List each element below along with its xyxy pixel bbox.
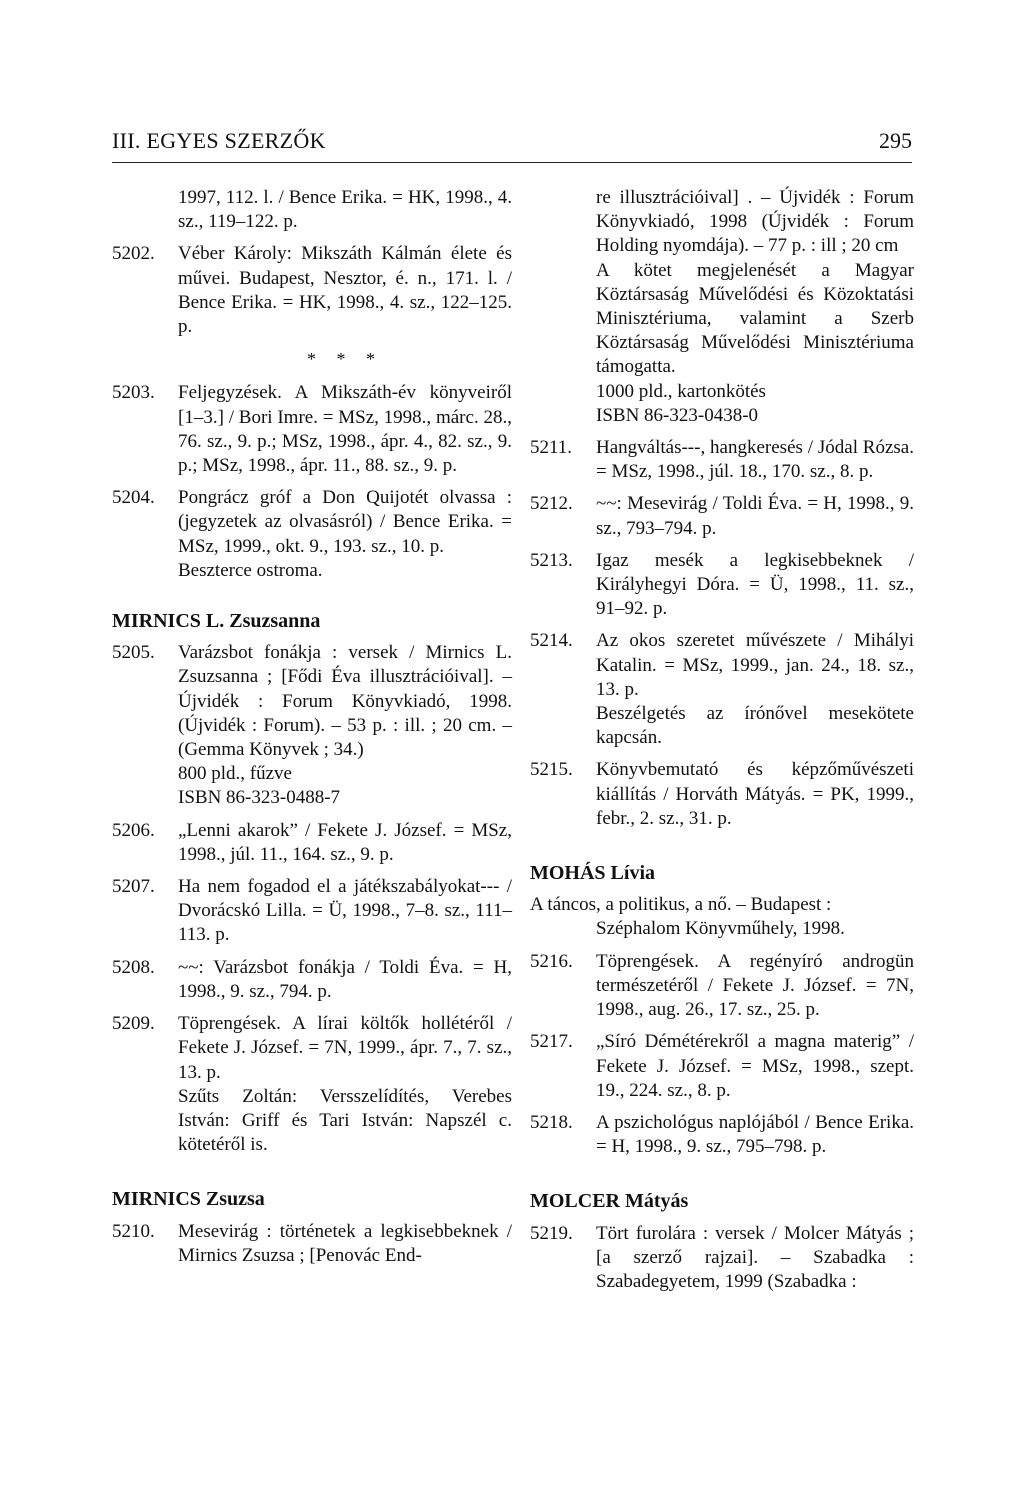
- page-number: 295: [879, 128, 912, 153]
- entry-number: 5202.: [112, 243, 155, 265]
- entry-text: Véber Károly: Mikszáth Kálmán élete és művei. Budapest, Nesztor, é. n., 171. l. / Bence Erika. = HK, 1998., 4. sz., 122–125. p.: [178, 243, 512, 338]
- entry-note: Beszélgetés az írónővel mesekötete kapcsán.: [596, 703, 914, 749]
- entry-number: 5214.: [530, 630, 573, 652]
- entry-number: 5211.: [530, 437, 573, 459]
- entry-text: Az okos szeretet művészete / Mihályi Katalin. = MSz, 1999., jan. 24., 18. sz., 13. p.: [596, 630, 914, 700]
- entry-text: re illusztrációival] . – Újvidék : Forum Könyvkiadó, 1998 (Újvidék : Forum Holding nyomdája). – 77 p. : ill ; 20 cm: [596, 187, 914, 257]
- entry-5215: [530, 758, 914, 831]
- page-header: [112, 128, 912, 163]
- author-heading: MIRNICS Zsuzsa: [112, 1188, 265, 1211]
- entry-number: 5212.: [530, 493, 573, 515]
- entry-number: 5208.: [112, 956, 155, 978]
- entry-note: Beszterce ostroma.: [178, 559, 323, 581]
- author-heading: MOHÁS Lívia: [530, 862, 656, 885]
- entry-continued: [530, 186, 914, 428]
- entry-number: 5204.: [112, 487, 155, 509]
- entry-5208: [112, 956, 512, 1004]
- entry-text: „Síró Démétérekről a magna materig” / Fekete J. József. = MSz, 1998., szept. 19., 224. sz., 8. p.: [596, 1031, 914, 1101]
- entry-note: A kötet megjelenését a Magyar Köztársaság Művelődési és Közoktatási Minisztériuma, valamint a Szerb Köztársaság Művelődési Minisztériuma támogatta.: [596, 259, 914, 378]
- entry-text: Feljegyzések. A Mikszáth-év könyveiről [1–3.] / Bori Imre. = MSz, 1998., márc. 28., 76. sz., 9. p.; MSz, 1998., ápr. 4., 82. sz., 9. p.; MSz, 1998., ápr. 11., 88. sz., 9. p.: [178, 382, 512, 477]
- entry-5202: [112, 242, 512, 339]
- entry-number: 5216.: [530, 950, 573, 972]
- section-divider: * * *: [307, 349, 383, 370]
- entry-number: 5210.: [112, 1220, 155, 1242]
- entry-text: Mesevirág : történetek a legkisebbeknek / Mirnics Zsuzsa ; [Penovác End-: [178, 1220, 512, 1266]
- entry-5209: [112, 1012, 512, 1157]
- entry-text: ~~: Mesevirág / Toldi Éva. = H, 1998., 9. sz., 793–794. p.: [596, 493, 914, 539]
- entry-number: 5206.: [112, 819, 155, 841]
- entry-copies: 1000 pld., kartonkötés: [596, 380, 766, 402]
- entry-number: 5209.: [112, 1013, 155, 1035]
- entry-5203: [112, 381, 512, 478]
- entry-text: 1997, 112. l. / Bence Erika. = HK, 1998., 4. sz., 119–122. p.: [178, 187, 512, 233]
- entry-text: Igaz mesék a legkisebbeknek / Királyhegyi Dóra. = Ü, 1998., 11. sz., 91–92. p.: [596, 549, 914, 620]
- entry-text: Töprengések. A lírai költők hollétéről / Fekete J. József. = 7N, 1999., ápr. 7., 7. sz., 13. p.: [178, 1013, 512, 1083]
- entry-text: „Lenni akarok” / Fekete J. József. = MSz, 1998., júl. 11., 164. sz., 9. p.: [178, 819, 512, 865]
- entry-number: 5203.: [112, 382, 155, 404]
- entry-number: 5219.: [530, 1222, 573, 1244]
- book-entry: A táncos, a politikus, a nő. – Budapest : Széphalom Könyvműhely, 1998.: [530, 894, 845, 940]
- entry-continued: [112, 186, 512, 234]
- entry-5214: [530, 629, 914, 750]
- entry-text: Ha nem fogadod el a játékszabályokat--- / Dvorácskó Lilla. = Ü, 1998., 7–8. sz., 111–113. p.: [178, 876, 512, 946]
- entry-5212: [530, 492, 914, 540]
- entry-5217: [530, 1030, 914, 1103]
- author-heading: MOLCER Mátyás: [530, 1190, 689, 1213]
- entry-5207: [112, 875, 512, 948]
- entry-isbn: ISBN 86-323-0488-7: [178, 787, 341, 809]
- entry-copies: 800 pld., fűzve: [178, 763, 292, 785]
- entry-number: 5215.: [530, 759, 573, 781]
- entry-text: ~~: Varázsbot fonákja / Toldi Éva. = H, 1998., 9. sz., 794. p.: [178, 956, 512, 1002]
- right-column: [530, 186, 914, 1302]
- entry-5210: [112, 1220, 512, 1268]
- entry-text: Hangváltás---, hangkeresés / Jódal Rózsa. = MSz, 1998., júl. 18., 170. sz., 8. p.: [596, 437, 914, 483]
- left-column: [112, 186, 512, 1276]
- entry-text: Pongrácz gróf a Don Quijotét olvassa : (jegyzetek az olvasásról) / Bence Erika. = MSz, 1999., okt. 9., 193. sz., 10. p.: [178, 487, 512, 557]
- entry-5204: [112, 486, 512, 583]
- entry-number: 5205.: [112, 642, 155, 664]
- entry-text: Varázsbot fonákja : versek / Mirnics L. Zsuzsanna ; [Fődi Éva illusztrációival]. – Újvidék : Forum Könyvkiadó, 1998. (Újvidék : Forum). – 53 p. : ill. ; 20 cm. – (Gemma Könyvek ; 34.): [178, 642, 512, 761]
- entry-5216: [530, 950, 914, 1023]
- running-title: III. EGYES SZERZŐK: [112, 128, 326, 153]
- entry-number: 5207.: [112, 876, 155, 898]
- entry-5206: [112, 819, 512, 867]
- entry-text: Könyvbemutató és képzőművészeti kiállítás / Horváth Mátyás. = PK, 1999., febr., 2. sz., 31. p.: [596, 759, 914, 829]
- entry-number: 5217.: [530, 1031, 573, 1053]
- entry-number: 5218.: [530, 1111, 573, 1133]
- entry-5218: [530, 1111, 914, 1159]
- author-heading: MIRNICS L. Zsuzsanna: [112, 610, 321, 633]
- entry-5211: [530, 436, 914, 484]
- entry-5205: [112, 641, 512, 810]
- entry-5219: [530, 1222, 914, 1295]
- entry-number: 5213.: [530, 549, 573, 571]
- entry-5213: [530, 549, 914, 622]
- entry-text: Tört furolára : versek / Molcer Mátyás ; [a szerző rajzai]. – Szabadka : Szabadegyetem, 1999 (Szabadka :: [596, 1222, 914, 1292]
- entry-note: Szűts Zoltán: Versszelídítés, Verebes István: Griff és Tari István: Napszél c. kötetéről is.: [178, 1085, 512, 1156]
- entry-text: Töprengések. A regényíró androgün természetéről / Fekete J. József. = 7N, 1998., aug. 26., 17. sz., 25. p.: [596, 950, 914, 1021]
- entry-text: A pszichológus naplójából / Bence Erika. = H, 1998., 9. sz., 795–798. p.: [596, 1111, 914, 1158]
- entry-isbn: ISBN 86-323-0438-0: [596, 404, 759, 426]
